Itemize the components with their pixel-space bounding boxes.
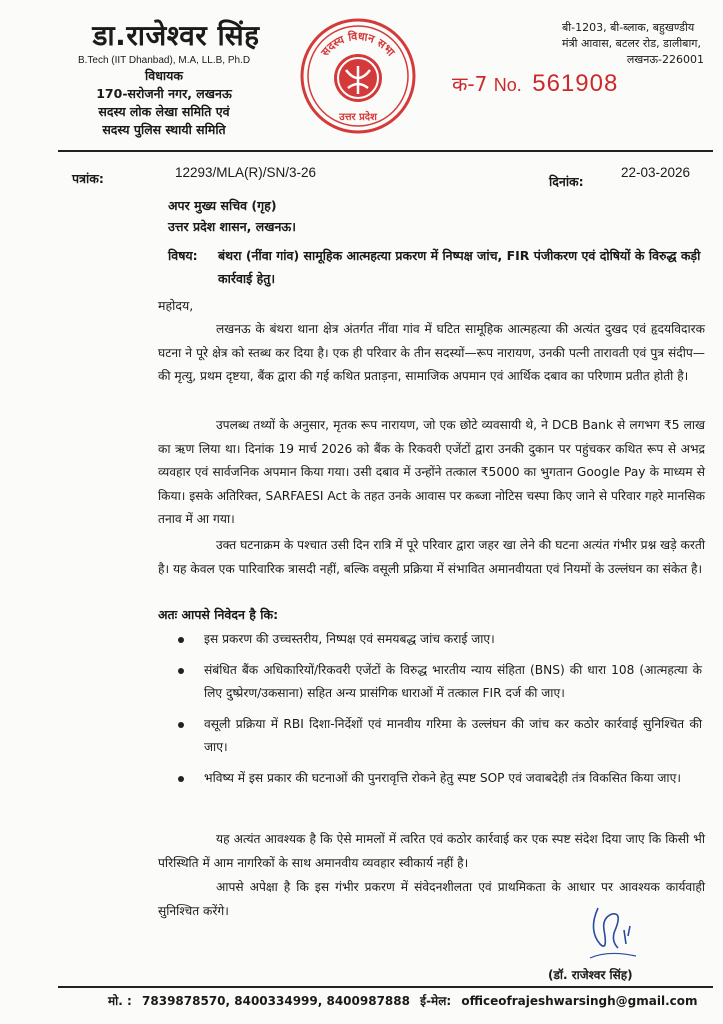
- addressee: [168, 195, 296, 237]
- serial-prefix: क-7: [452, 72, 488, 96]
- assembly-seal-icon: [298, 16, 418, 136]
- sender-qualifications: B.Tech (IIT Dhanbad), M.A, LL.B, Ph.D: [77, 55, 251, 66]
- footer-contact: [108, 992, 704, 1009]
- serial-value: 561908: [532, 70, 619, 97]
- subject: [168, 244, 713, 290]
- seal-bottom-text: उत्तर प्रदेश: [339, 112, 377, 123]
- salutation: महोदय,: [158, 298, 194, 313]
- list-item: संबंधित बैंक अधिकारियों/रिकवरी एजेंटों के विरुद्ध भारतीय न्याय संहिता (BNS) की धारा 108 (आत्महत्या के लिए दुष्प्रेरण/उकसाना) सहित अन्य प्रासंगिक धाराओं में तत्काल FIR दर्ज की जाए।: [172, 659, 702, 706]
- addressee-line-1: अपर मुख्य सचिव (गृह): [168, 198, 277, 213]
- email-label: ई-मेल:: [420, 994, 452, 1008]
- address-line-2: मंत्री आवास, बटलर रोड, डालीबाग,: [562, 37, 701, 50]
- subject-text: बंथरा (नींवा गांव) सामूहिक आत्महत्या प्रकरण में निष्पक्ष जांच, FIR पंजीकरण एवं दोषियों के विरुद्ध कड़ी कार्रवाई हेतु।: [218, 248, 701, 286]
- sender-name: डा.राजेश्वर सिंह: [92, 19, 260, 52]
- list-item: इस प्रकरण की उच्चस्तरीय, निष्पक्ष एवं समयबद्ध जांच कराई जाए।: [172, 628, 702, 652]
- seal-top-text: सदस्य विधान सभा: [318, 29, 398, 59]
- header-divider: [58, 150, 713, 152]
- addressee-line-2: उत्तर प्रदेश शासन, लखनऊ।: [168, 219, 296, 234]
- letterhead-address: [562, 20, 712, 68]
- sender-committee-2: सदस्य पुलिस स्थायी समिति: [102, 122, 226, 137]
- ref-label: पत्रांक:: [72, 171, 104, 186]
- signatory-name: (डॉ. राजेश्वर सिंह): [548, 968, 633, 982]
- signature-icon: [578, 900, 648, 966]
- address-line-3: लखनऊ-226001: [626, 53, 704, 66]
- phone-numbers: 7839878570, 8400334999, 8400987888: [142, 994, 410, 1008]
- sender-constituency: 170-सरोजनी नगर, लखनऊ: [96, 86, 232, 101]
- sender-committee-1: सदस्य लोक लेखा समिति एवं: [98, 104, 230, 119]
- closing-paragraph-1: यह अत्यंत आवश्यक है कि ऐसे मामलों में त्वरित एवं कठोर कार्रवाई कर एक स्पष्ट संदेश दिया जाए कि किसी भी परिस्थिति में आम नागरिकों के साथ अमानवीय व्यवहार स्वीकार्य नहीं है।: [158, 832, 705, 870]
- ref-number: 12293/MLA(R)/SN/3-26: [175, 165, 317, 180]
- date-label: दिनांक:: [549, 174, 584, 189]
- request-list: [172, 628, 702, 797]
- list-item: भविष्य में इस प्रकार की घटनाओं की पुनरावृत्ति रोकने हेतु स्पष्ट SOP एवं जवाबदेही तंत्र विकसित किया जाए।: [172, 767, 702, 791]
- serial-no-label: No.: [493, 75, 522, 95]
- request-heading: अतः आपसे निवेदन है कि:: [158, 607, 279, 622]
- address-line-1: बी-1203, बी-ब्लाक, बहुखण्डीय: [562, 21, 695, 34]
- letter-date: 22-03-2026: [621, 165, 691, 180]
- paragraph-3: उक्त घटनाक्रम के पश्चात उसी दिन रात्रि में पूरे परिवार द्वारा जहर खा लेने की घटना अत्यंत गंभीर प्रश्न खड़े करती है। यह केवल एक पारिवारिक त्रासदी नहीं, बल्कि वसूली प्रक्रिया में संभावित अमानवीयता एवं नियमों के उल्लंघन का संकेत है।: [158, 538, 705, 576]
- paragraph-2: उपलब्ध तथ्यों के अनुसार, मृतक रूप नारायण, जो एक छोटे व्यवसायी थे, ने DCB Bank से लगभग ₹5 लाख का ऋण लिया था। दिनांक 19 मार्च 2026 को बैंक के रिकवरी एजेंटों द्वारा उनकी दुकान पर पहुंचकर कथित रूप से अभद्र व्यवहार एवं सार्वजनिक अपमान किया गया। उसी दबाव में उन्होंने तत्काल ₹5000 का भुगतान Google Pay के माध्यम से किया। इसके अतिरिक्त, SARFAESI Act के तहत उनके आवास पर कब्जा नोटिस चस्पा किए जाने से परिवार गहरे मानसिक तनाव में आ गया।: [158, 418, 705, 526]
- sender-designation: विधायक: [145, 68, 183, 83]
- closing-paragraph-2: आपसे अपेक्षा है कि इस गंभीर प्रकरण में संवेदनशीलता एवं प्राथमिकता के आधार पर आवश्यक कार्यवाही सुनिश्चित करेंगे।: [158, 880, 705, 918]
- list-item: वसूली प्रक्रिया में RBI दिशा-निर्देशों एवं मानवीय गरिमा के उल्लंघन की जांच कर कठोर कार्रवाई सुनिश्चित की जाए।: [172, 713, 702, 760]
- letterhead-left: [44, 20, 284, 139]
- subject-label: विषय:: [168, 248, 198, 263]
- serial-number: [452, 70, 618, 98]
- footer-divider: [58, 986, 713, 988]
- phone-label: मो. :: [108, 994, 132, 1008]
- email-address: officeofrajeshwarsingh@gmail.com: [461, 994, 698, 1008]
- paragraph-1: लखनऊ के बंथरा थाना क्षेत्र अंतर्गत नींवा गांव में घटित सामूहिक आत्महत्या की अत्यंत दुखद एवं हृदयविदारक घटना ने पूरे क्षेत्र को स्तब्ध कर दिया है। एक ही परिवार के तीन सदस्यों—रूप नारायण, उनकी पत्नी तारावती एवं पुत्र संदीप—की मृत्यु, प्रथम दृष्टया, बैंक द्वारा की गई कथित प्रताड़ना, सामाजिक अपमान एवं आर्थिक दबाव का परिणाम प्रतीत होती है।: [158, 322, 705, 383]
